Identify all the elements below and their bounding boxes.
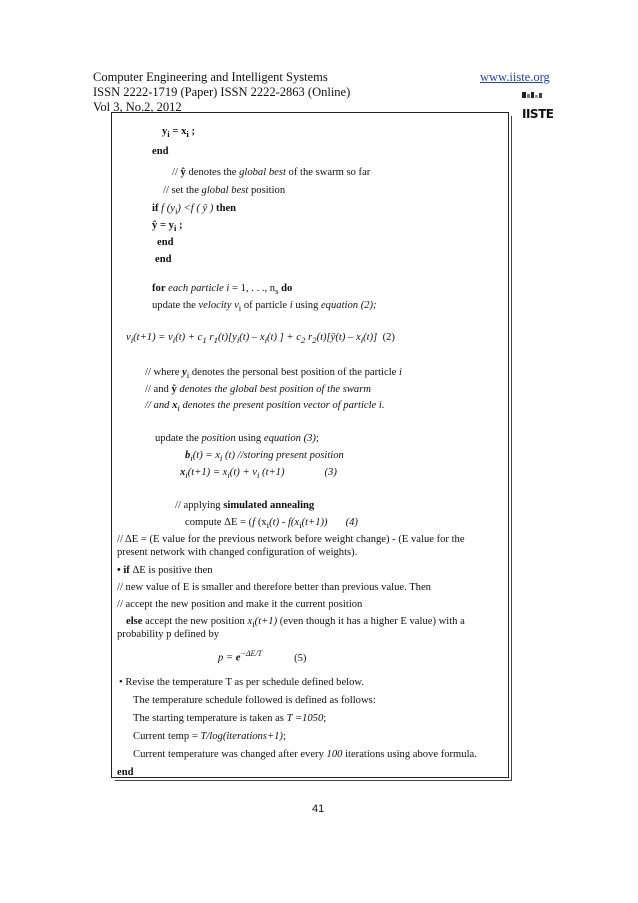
algo-line: • Revise the temperature T as per schedule defined below. <box>119 677 365 688</box>
iiste-logo <box>522 92 553 120</box>
algo-line: present network with changed configuration of weights). <box>117 547 358 558</box>
algo-line: update the velocity $v_i$ of particle i using equation (2); <box>152 300 377 314</box>
equation-number: (5) <box>294 652 307 664</box>
algo-line: end <box>157 237 174 248</box>
equation-number: (2) <box>382 332 395 343</box>
algo-line: if f $(y_i) <f$ ( ŷ ) then <box>152 203 237 217</box>
comment-line: // where $y_i$ denotes the personal best position of the particle i <box>145 367 402 381</box>
comment-line: // and $x_i$ denotes the present position vector of particle i. <box>145 400 385 414</box>
algo-line: ŷ = $y_i$ ; <box>152 220 183 234</box>
algo-line: probability p defined by <box>117 629 220 640</box>
algo-line: end <box>152 146 169 157</box>
page-number: 41 <box>312 803 325 815</box>
comment-line: // and ŷ denotes the global best position of the swarm <box>145 384 371 395</box>
algo-line: // ΔE = (E value for the previous network before weight change) - (E value for the <box>117 534 465 545</box>
equation-3: $x_i(t+1) = x_i(t) + v_i$ (t+1) (3) <box>180 467 337 481</box>
website-link[interactable]: www.iiste.org <box>480 70 550 84</box>
algo-line: // ŷ denotes the global best of the swarm so far <box>172 167 371 178</box>
algo-line: // set the global best position <box>163 185 286 196</box>
equation-2: $v_i(t+1) = v_i(t) + c_1$ $r_1(t)[y_i(t) - x_i(t)$ ] + $c_2$ $r_2(t)[ŷ(t) - x_i(t)]$ (2) <box>126 332 395 346</box>
algo-line: $y_i = x_i$ ; <box>162 126 196 140</box>
algo-line: // accept the new position and make it the current position <box>117 599 363 610</box>
algo-line: • if ΔE is positive then <box>117 565 213 576</box>
algo-line: update the position using equation (3); <box>155 433 319 444</box>
equation-4: compute ΔE = (f ($x_i(t) - f(x_i(t+1))$ (4) <box>185 517 358 531</box>
algo-line: // new value of E is smaller and therefore better than previous value. Then <box>117 582 431 593</box>
equation-number: (3) <box>324 467 337 478</box>
equation-5: $p = e^{-\Delta E/T}$ (5) <box>218 649 307 664</box>
algo-line: end <box>155 254 172 265</box>
issn-line: ISSN 2222-1719 (Paper) ISSN 2222-2863 (Online) <box>93 85 351 99</box>
volume-line: Vol 3, No.2, 2012 <box>93 100 182 114</box>
algo-line: Current temp = T/log(iterations+1); <box>133 731 286 742</box>
equation-number: (4) <box>345 517 358 528</box>
algo-line: for each particle i = 1, . . ., $n_s$ do <box>152 283 293 297</box>
logo-text: IISTE <box>522 107 554 121</box>
algo-line: end <box>117 767 134 778</box>
journal-title: Computer Engineering and Intelligent Systems <box>93 70 328 84</box>
algo-line: The temperature schedule followed is defined as follows: <box>133 695 376 706</box>
algo-line: The starting temperature is taken as T =1050; <box>133 713 327 724</box>
algo-line: $b_i(t) = x_i$ (t) //storing present position <box>185 450 344 464</box>
algo-line: else accept the new position $x_i(t+1)$ (even though it has a higher E value) with a <box>126 616 465 630</box>
algo-line: Current temperature was changed after every 100 iterations using above formula. <box>133 749 477 760</box>
algo-line: // applying simulated annealing <box>175 500 315 511</box>
